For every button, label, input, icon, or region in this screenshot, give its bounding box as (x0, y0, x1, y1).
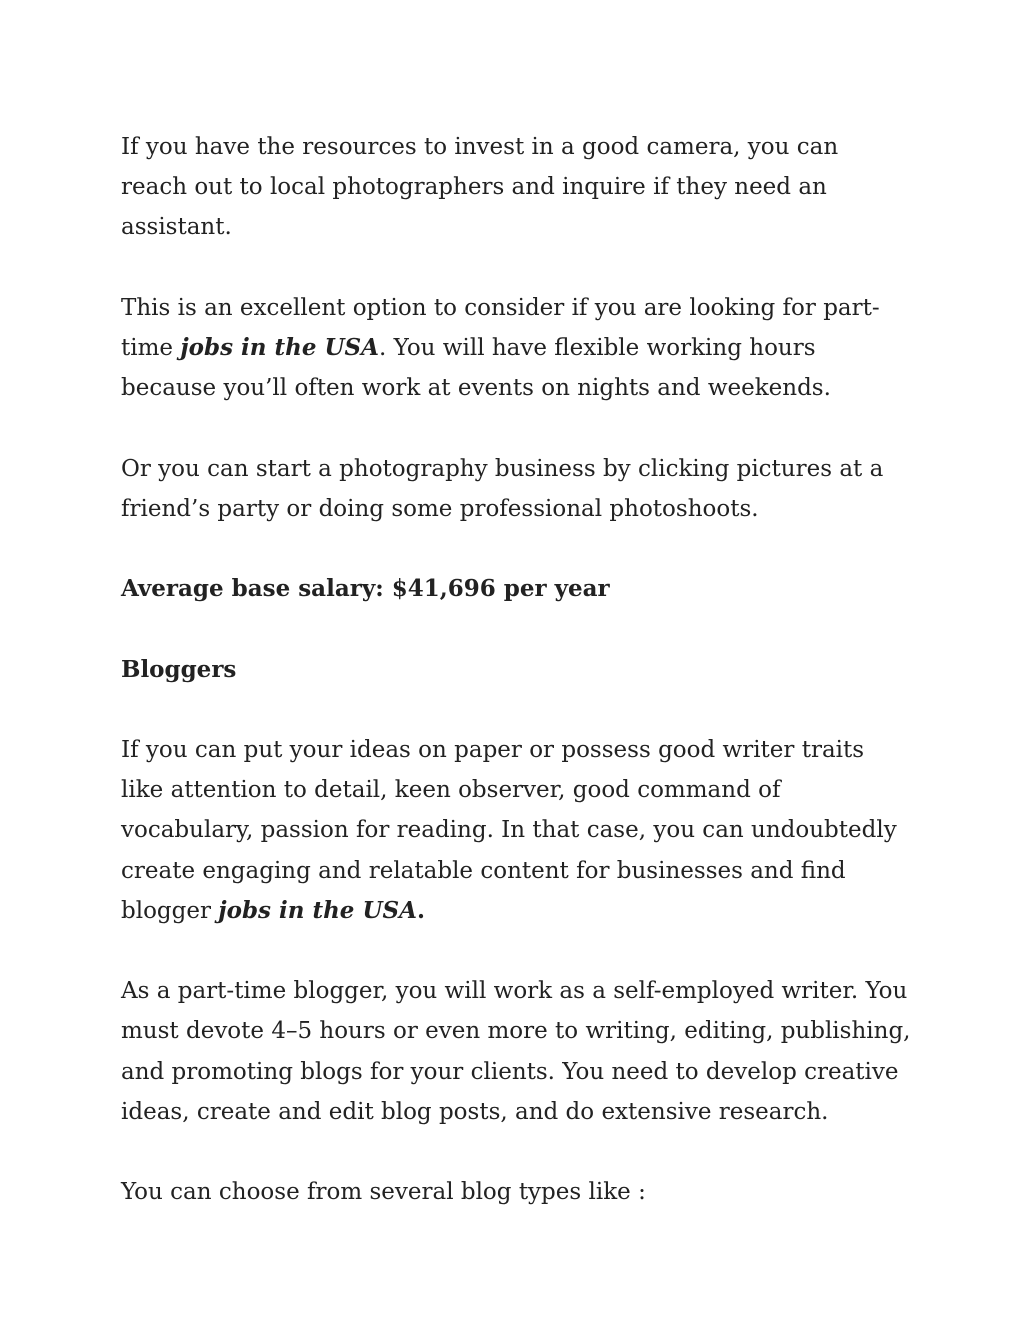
paragraph-flexible-hours (121, 288, 911, 409)
paragraph-photography-assistant: If you have the resources to invest in a good camera, you can reach out to local photographers and inquire if they need an assistant. (121, 134, 839, 241)
paragraph-writer-traits (121, 730, 911, 931)
paragraph-blog-types: You can choose from several blog types like : (121, 1179, 646, 1206)
section-heading-bloggers: Bloggers (121, 655, 237, 683)
article-body (121, 127, 911, 1253)
paragraph-photography-business: Or you can start a photography business by clicking pictures at a friend’s party or doing some professional photoshoots. (121, 455, 884, 522)
paragraph-text: This is an excellent option to consider if you are looking for part-time (121, 294, 880, 361)
keyword-jobs-in-usa: jobs in the USA (180, 334, 380, 361)
keyword-jobs-in-usa: jobs in the USA (218, 896, 417, 924)
paragraph-period: . (416, 896, 425, 924)
paragraph-text: . You will have flexible working hours because you’ll often work at events on nights and weekends. (121, 335, 831, 402)
salary-line: Average base salary: $41,696 per year (121, 575, 610, 603)
paragraph-part-time-blogger: As a part-time blogger, you will work as a self-employed writer. You must devote 4–5 hours or even more to writing, editing, publishing, and promoting blogs for your clients. You need to develop creative ideas, create and edit blog posts, and do extensive research. (121, 978, 911, 1125)
paragraph-text: If you can put your ideas on paper or possess good writer traits like attention to detail, keen observer, good command of vocabulary, passion for reading. In that case, you can undoubtedly create engaging and relatable content for businesses and find blogger (121, 736, 897, 924)
